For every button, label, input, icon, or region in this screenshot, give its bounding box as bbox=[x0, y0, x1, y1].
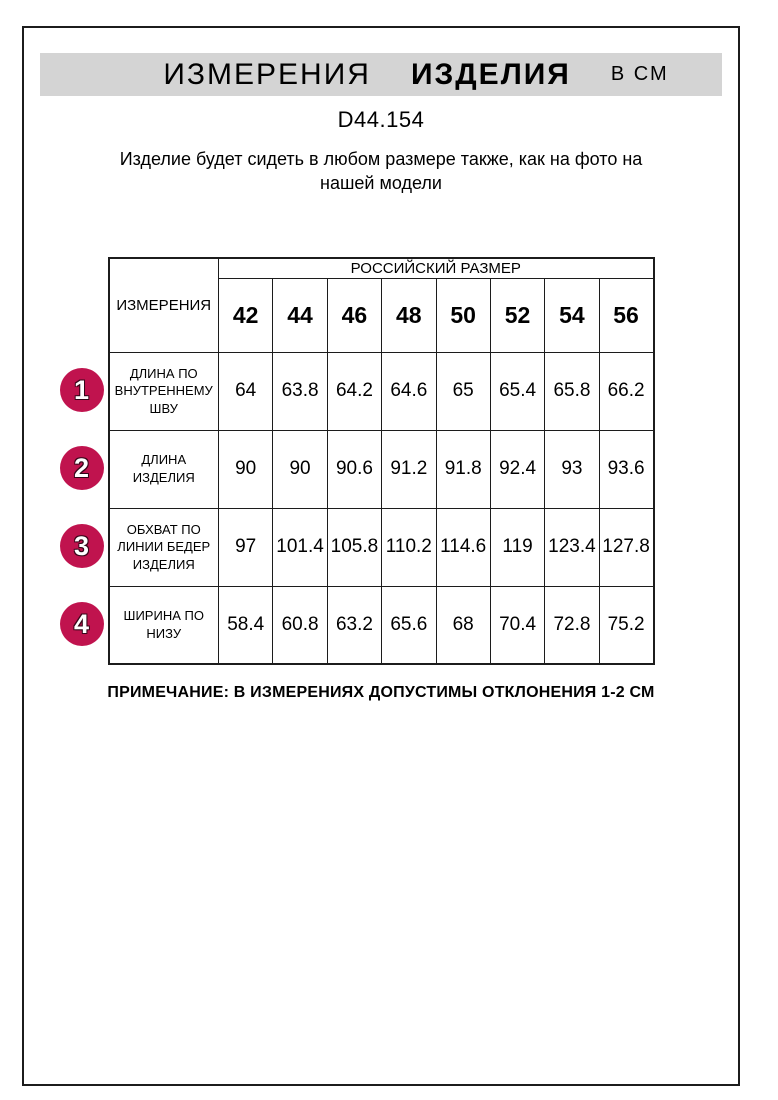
measurement-label: ШИРИНА ПО НИЗУ bbox=[109, 586, 219, 664]
row-number-4: 4 bbox=[73, 608, 90, 639]
measurement-value: 70.4 bbox=[490, 586, 544, 664]
measurement-value: 65.4 bbox=[490, 352, 544, 430]
measurement-value: 72.8 bbox=[545, 586, 599, 664]
product-code: D44.154 bbox=[337, 107, 425, 132]
measurement-value: 127.8 bbox=[599, 508, 653, 586]
fit-description bbox=[24, 147, 738, 195]
row-number-1: 1 bbox=[73, 374, 90, 405]
measurement-value: 101.4 bbox=[273, 508, 327, 586]
table-row-bottom-width bbox=[109, 586, 654, 664]
size-header-52: 52 bbox=[490, 278, 544, 352]
row-number-3: 3 bbox=[73, 530, 90, 561]
size-table bbox=[108, 257, 655, 665]
tolerance-note: ПРИМЕЧАНИЕ: В ИЗМЕРЕНИЯХ ДОПУСТИМЫ ОТКЛОНЕНИЯ 1-2 СМ bbox=[107, 684, 655, 701]
size-header-54: 54 bbox=[545, 278, 599, 352]
measurement-value: 58.4 bbox=[219, 586, 273, 664]
row-number-2: 2 bbox=[73, 452, 90, 483]
title-unit-cm: В СМ bbox=[610, 63, 669, 85]
measurement-value: 91.2 bbox=[382, 430, 436, 508]
measurement-value: 66.2 bbox=[599, 352, 653, 430]
fit-description-line1: Изделие будет сидеть в любом размере также, как на фото на bbox=[119, 149, 643, 169]
measurement-value: 63.2 bbox=[327, 586, 381, 664]
page-frame bbox=[22, 26, 740, 1086]
table-row-item-length bbox=[109, 430, 654, 508]
table-corner-header: ИЗМЕРЕНИЯ bbox=[109, 258, 219, 352]
measurement-label: ОБХВАТ ПО ЛИНИИ БЕДЕР ИЗДЕЛИЯ bbox=[109, 508, 219, 586]
measurement-value: 92.4 bbox=[490, 430, 544, 508]
size-header-48: 48 bbox=[382, 278, 436, 352]
measurement-value: 64.6 bbox=[382, 352, 436, 430]
title-bar bbox=[40, 53, 722, 96]
measurement-value: 97 bbox=[219, 508, 273, 586]
measurement-value: 64.2 bbox=[327, 352, 381, 430]
measurement-value: 68 bbox=[436, 586, 490, 664]
size-table-zone bbox=[73, 257, 655, 665]
size-header-46: 46 bbox=[327, 278, 381, 352]
measurement-value: 93 bbox=[545, 430, 599, 508]
measurement-value: 91.8 bbox=[436, 430, 490, 508]
row-number-badge-3 bbox=[60, 524, 104, 568]
row-number-badge-1 bbox=[60, 368, 104, 412]
fit-description-line2: нашей модели bbox=[320, 173, 442, 193]
measurement-value: 65.6 bbox=[382, 586, 436, 664]
table-group-header: РОССИЙСКИЙ РАЗМЕР bbox=[219, 258, 654, 278]
measurement-value: 60.8 bbox=[273, 586, 327, 664]
row-number-badge-4 bbox=[60, 602, 104, 646]
measurement-label: ДЛИНА ПО ВНУТРЕННЕМУ ШВУ bbox=[109, 352, 219, 430]
measurement-value: 119 bbox=[490, 508, 544, 586]
measurement-value: 114.6 bbox=[436, 508, 490, 586]
row-number-badge-2 bbox=[60, 446, 104, 490]
size-header-50: 50 bbox=[436, 278, 490, 352]
measurement-value: 105.8 bbox=[327, 508, 381, 586]
measurement-value: 65.8 bbox=[545, 352, 599, 430]
measurement-value: 123.4 bbox=[545, 508, 599, 586]
size-header-56: 56 bbox=[599, 278, 653, 352]
size-header-42: 42 bbox=[219, 278, 273, 352]
measurement-value: 65 bbox=[436, 352, 490, 430]
measurement-value: 64 bbox=[219, 352, 273, 430]
measurement-value: 93.6 bbox=[599, 430, 653, 508]
measurement-label: ДЛИНА ИЗДЕЛИЯ bbox=[109, 430, 219, 508]
table-row-hip-girth bbox=[109, 508, 654, 586]
measurement-value: 90.6 bbox=[327, 430, 381, 508]
table-group-header-row bbox=[109, 258, 654, 278]
size-header-44: 44 bbox=[273, 278, 327, 352]
table-row-inseam-length bbox=[109, 352, 654, 430]
measurement-value: 110.2 bbox=[382, 508, 436, 586]
measurement-value: 63.8 bbox=[273, 352, 327, 430]
measurement-value: 90 bbox=[273, 430, 327, 508]
title-product: ИЗДЕЛИЯ bbox=[410, 57, 571, 91]
measurement-value: 90 bbox=[219, 430, 273, 508]
measurement-value: 75.2 bbox=[599, 586, 653, 664]
title-measurements: ИЗМЕРЕНИЯ bbox=[163, 57, 371, 91]
